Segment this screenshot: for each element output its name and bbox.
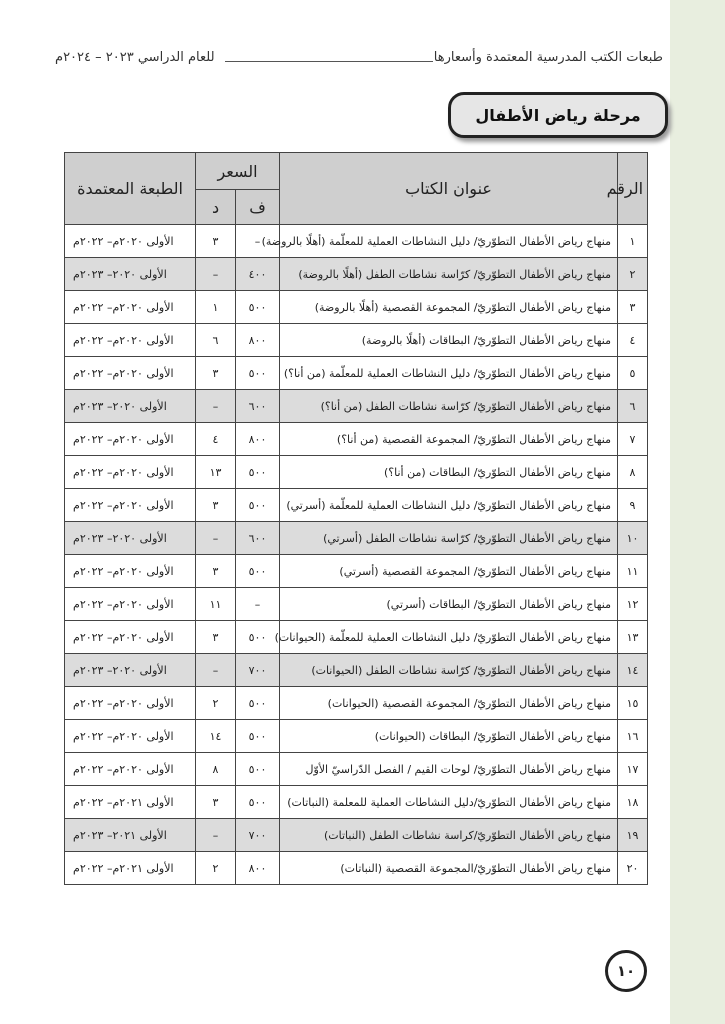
row-edition: الأولى ٢٠٢١م– ٢٠٢٢م xyxy=(65,786,196,819)
books-table-body xyxy=(65,225,648,885)
row-title: منهاج رياض الأطفال التطوّريّ/ البطاقات (من أنا؟) xyxy=(280,456,618,489)
table-row xyxy=(65,654,648,687)
row-title: منهاج رياض الأطفال التطوّريّ/ دليل النشاطات العملية للمعلّمة (أسرتي) xyxy=(280,489,618,522)
header-year: للعام الدراسي ٢٠٢٣ – ٢٠٢٤م xyxy=(55,50,215,65)
row-price-fils: ٧٠٠ xyxy=(236,654,280,687)
page-number: ١٠ xyxy=(616,962,636,980)
row-number: ٢٠ xyxy=(618,852,648,885)
row-title: منهاج رياض الأطفال التطوّريّ/المجموعة القصصية (النباتات) xyxy=(280,852,618,885)
header-edition: الطبعة المعتمدة xyxy=(65,153,196,225)
row-number: ١٧ xyxy=(618,753,648,786)
row-price-fils: ٥٠٠ xyxy=(236,753,280,786)
page-header xyxy=(55,50,663,72)
row-number: ١٠ xyxy=(618,522,648,555)
stage-title-badge xyxy=(448,92,668,138)
row-edition: الأولى ٢٠٢٠م– ٢٠٢٢م xyxy=(65,588,196,621)
row-edition: الأولى ٢٠٢١– ٢٠٢٣م xyxy=(65,819,196,852)
row-title: منهاج رياض الأطفال التطوّريّ/ المجموعة القصصية (أهلًا بالروضة) xyxy=(280,291,618,324)
row-number: ١٣ xyxy=(618,621,648,654)
page-number-circle xyxy=(605,950,647,992)
row-edition: الأولى ٢٠٢٠م– ٢٠٢٢م xyxy=(65,621,196,654)
row-number: ١٦ xyxy=(618,720,648,753)
row-price-dinar: ١٤ xyxy=(196,720,236,753)
row-edition: الأولى ٢٠٢٠– ٢٠٢٣م xyxy=(65,390,196,423)
header-title-col: عنوان الكتاب xyxy=(280,153,618,225)
row-number: ٥ xyxy=(618,357,648,390)
row-price-fils: ٨٠٠ xyxy=(236,324,280,357)
row-title: منهاج رياض الأطفال التطوّريّ/ دليل النشاطات العملية للمعلّمة (الحيوانات) xyxy=(280,621,618,654)
row-price-fils: ٨٠٠ xyxy=(236,852,280,885)
row-edition: الأولى ٢٠٢٠م– ٢٠٢٢م xyxy=(65,357,196,390)
row-number: ٣ xyxy=(618,291,648,324)
row-price-fils: ٥٠٠ xyxy=(236,489,280,522)
row-title: منهاج رياض الأطفال التطوّريّ/ المجموعة القصصية (الحيوانات) xyxy=(280,687,618,720)
table-row xyxy=(65,555,648,588)
table-row xyxy=(65,489,648,522)
row-edition: الأولى ٢٠٢٠م– ٢٠٢٢م xyxy=(65,720,196,753)
row-title: منهاج رياض الأطفال التطوّريّ/ دليل النشاطات العملية للمعلّمة (من أنا؟) xyxy=(280,357,618,390)
row-price-fils: ٥٠٠ xyxy=(236,357,280,390)
row-title: منهاج رياض الأطفال التطوّريّ/ كرّاسة نشاطات الطفل (أسرتي) xyxy=(280,522,618,555)
row-title: منهاج رياض الأطفال التطوّريّ/ البطاقات (أسرتي) xyxy=(280,588,618,621)
row-edition: الأولى ٢٠٢٠م– ٢٠٢٢م xyxy=(65,555,196,588)
row-edition: الأولى ٢٠٢٠م– ٢٠٢٢م xyxy=(65,225,196,258)
row-edition: الأولى ٢٠٢٠م– ٢٠٢٢م xyxy=(65,456,196,489)
row-price-dinar: – xyxy=(196,390,236,423)
row-title: منهاج رياض الأطفال التطوّريّ/ البطاقات (الحيوانات) xyxy=(280,720,618,753)
table-row xyxy=(65,786,648,819)
row-price-dinar: ٢ xyxy=(196,687,236,720)
row-price-fils: ٧٠٠ xyxy=(236,819,280,852)
table-row xyxy=(65,720,648,753)
table-row xyxy=(65,390,648,423)
row-price-fils: ٥٠٠ xyxy=(236,456,280,489)
stage-title: مرحلة رياض الأطفال xyxy=(475,105,641,125)
row-edition: الأولى ٢٠٢٠– ٢٠٢٣م xyxy=(65,654,196,687)
row-edition: الأولى ٢٠٢٠– ٢٠٢٣م xyxy=(65,522,196,555)
books-table xyxy=(64,152,648,885)
table-row xyxy=(65,852,648,885)
row-price-dinar: ٣ xyxy=(196,225,236,258)
row-price-dinar: ٨ xyxy=(196,753,236,786)
row-number: ١١ xyxy=(618,555,648,588)
row-edition: الأولى ٢٠٢٠م– ٢٠٢٢م xyxy=(65,687,196,720)
row-edition: الأولى ٢٠٢٠م– ٢٠٢٢م xyxy=(65,753,196,786)
row-price-dinar: – xyxy=(196,654,236,687)
header-dinar: د xyxy=(196,190,236,225)
table-row xyxy=(65,423,648,456)
row-number: ١٢ xyxy=(618,588,648,621)
row-title: منهاج رياض الأطفال التطوّريّ/ كرّاسة نشاطات الطفل (الحيوانات) xyxy=(280,654,618,687)
row-price-fils: – xyxy=(236,588,280,621)
row-edition: الأولى ٢٠٢٠– ٢٠٢٣م xyxy=(65,258,196,291)
table-row xyxy=(65,258,648,291)
row-title: منهاج رياض الأطفال التطوّريّ/ لوحات القيم / الفصل الدّراسيّ الأوّل xyxy=(280,753,618,786)
row-price-fils: ٦٠٠ xyxy=(236,390,280,423)
row-price-dinar: ٤ xyxy=(196,423,236,456)
row-edition: الأولى ٢٠٢٠م– ٢٠٢٢م xyxy=(65,423,196,456)
row-price-dinar: ٦ xyxy=(196,324,236,357)
table-row xyxy=(65,324,648,357)
row-price-dinar: ٢ xyxy=(196,852,236,885)
header-divider xyxy=(225,61,433,62)
row-title: منهاج رياض الأطفال التطوّريّ/ كرّاسة نشاطات الطفل (أهلًا بالروضة) xyxy=(280,258,618,291)
row-price-dinar: ٣ xyxy=(196,489,236,522)
table-row xyxy=(65,291,648,324)
row-price-fils: ٦٠٠ xyxy=(236,522,280,555)
row-price-fils: ٥٠٠ xyxy=(236,720,280,753)
table-row xyxy=(65,621,648,654)
row-title: منهاج رياض الأطفال التطوّريّ/ دليل النشاطات العملية للمعلّمة (أهلًا بالروضة) xyxy=(280,225,618,258)
table-row xyxy=(65,819,648,852)
row-number: ٤ xyxy=(618,324,648,357)
row-title: منهاج رياض الأطفال التطوّريّ/ كرّاسة نشاطات الطفل (من أنا؟) xyxy=(280,390,618,423)
row-title: منهاج رياض الأطفال التطوّريّ/ المجموعة القصصية (أسرتي) xyxy=(280,555,618,588)
row-number: ٩ xyxy=(618,489,648,522)
row-price-fils: ٥٠٠ xyxy=(236,786,280,819)
row-number: ١٥ xyxy=(618,687,648,720)
row-price-fils: ٤٠٠ xyxy=(236,258,280,291)
row-price-fils: ٥٠٠ xyxy=(236,291,280,324)
header-number: الرقم xyxy=(618,153,648,225)
row-price-fils: ٥٠٠ xyxy=(236,687,280,720)
row-price-dinar: – xyxy=(196,258,236,291)
table-row xyxy=(65,588,648,621)
table-row xyxy=(65,753,648,786)
row-edition: الأولى ٢٠٢٠م– ٢٠٢٢م xyxy=(65,291,196,324)
row-title: منهاج رياض الأطفال التطوّريّ/كراسة نشاطات الطفل (النباتات) xyxy=(280,819,618,852)
table-row xyxy=(65,225,648,258)
row-price-dinar: ٣ xyxy=(196,357,236,390)
row-price-dinar: ١١ xyxy=(196,588,236,621)
row-price-dinar: ٣ xyxy=(196,786,236,819)
row-price-dinar: ٣ xyxy=(196,621,236,654)
row-number: ١٩ xyxy=(618,819,648,852)
row-price-dinar: – xyxy=(196,522,236,555)
row-edition: الأولى ٢٠٢١م– ٢٠٢٢م xyxy=(65,852,196,885)
row-edition: الأولى ٢٠٢٠م– ٢٠٢٢م xyxy=(65,489,196,522)
row-price-fils: ٥٠٠ xyxy=(236,621,280,654)
row-price-dinar: ١٣ xyxy=(196,456,236,489)
row-title: منهاج رياض الأطفال التطوّريّ/دليل النشاطات العملية للمعلمة (النباتات) xyxy=(280,786,618,819)
row-title: منهاج رياض الأطفال التطوّريّ/ البطاقات (أهلًا بالروضة) xyxy=(280,324,618,357)
row-number: ٦ xyxy=(618,390,648,423)
table-row xyxy=(65,456,648,489)
row-price-fils: ٥٠٠ xyxy=(236,555,280,588)
side-strip xyxy=(670,0,725,1024)
header-price: السعر xyxy=(196,153,280,190)
row-price-fils: – xyxy=(236,225,280,258)
table-row xyxy=(65,357,648,390)
row-number: ١٨ xyxy=(618,786,648,819)
header-fils: ف xyxy=(236,190,280,225)
row-number: ٨ xyxy=(618,456,648,489)
row-title: منهاج رياض الأطفال التطوّريّ/ المجموعة القصصية (من أنا؟) xyxy=(280,423,618,456)
row-number: ٢ xyxy=(618,258,648,291)
table-row xyxy=(65,522,648,555)
row-price-dinar: ٣ xyxy=(196,555,236,588)
row-price-dinar: ١ xyxy=(196,291,236,324)
header-title: طبعات الكتب المدرسية المعتمدة وأسعارها xyxy=(433,50,663,65)
row-edition: الأولى ٢٠٢٠م– ٢٠٢٢م xyxy=(65,324,196,357)
row-number: ١ xyxy=(618,225,648,258)
row-price-fils: ٨٠٠ xyxy=(236,423,280,456)
row-number: ١٤ xyxy=(618,654,648,687)
table-row xyxy=(65,687,648,720)
row-number: ٧ xyxy=(618,423,648,456)
row-price-dinar: – xyxy=(196,819,236,852)
